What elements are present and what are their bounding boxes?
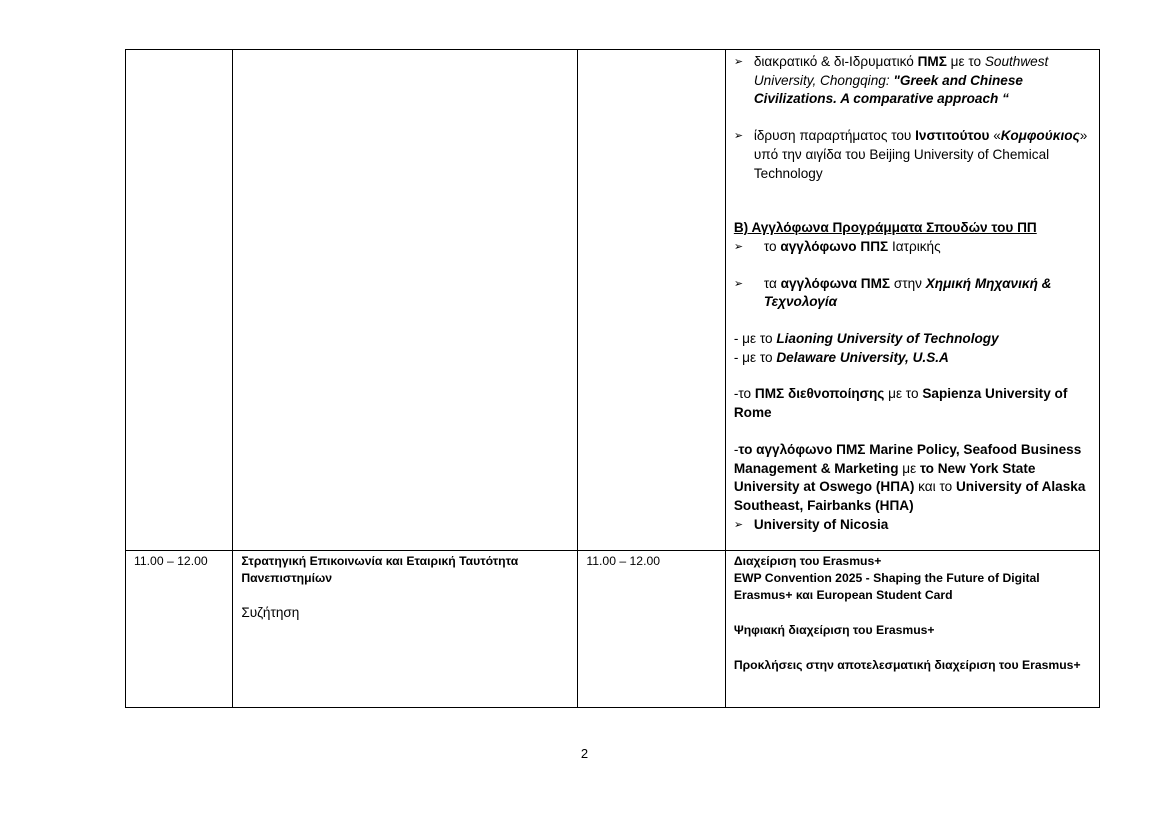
arrow-bullet-icon: ➢ bbox=[733, 518, 744, 531]
text: Ιατρικής bbox=[888, 238, 941, 254]
text: με το bbox=[946, 54, 985, 69]
cell-time-empty-right bbox=[578, 50, 725, 551]
partner-line bbox=[734, 441, 1091, 516]
text-bold: ΠΜΣ bbox=[917, 54, 947, 69]
cell-session bbox=[233, 551, 578, 708]
schedule-table bbox=[125, 49, 1100, 708]
list-item bbox=[734, 127, 1091, 183]
text-bold: αγγλόφωνο ΠΠΣ bbox=[780, 238, 889, 254]
time-slot: 11.00 – 12.00 bbox=[134, 554, 208, 568]
partner-line bbox=[734, 385, 1091, 422]
erasmus-challenges: Προκλήσεις στην αποτελεσματική διαχείριση του Erasmus+ bbox=[733, 658, 1081, 672]
text: - bbox=[733, 441, 739, 457]
cell-time-empty bbox=[126, 50, 233, 551]
text-bold: το New York State University at Oswego (ΗΠΑ) bbox=[733, 460, 1036, 495]
text: και το bbox=[914, 479, 956, 495]
text-bold-italic: "Greek and Chinese Civilizations. A comparative approach “ bbox=[753, 72, 1023, 107]
list-item bbox=[734, 238, 1091, 257]
cell-time bbox=[126, 551, 233, 708]
text: « bbox=[989, 128, 1001, 144]
page-number: 2 bbox=[580, 746, 589, 761]
cell-time-right bbox=[578, 551, 725, 708]
text: ίδρυση παραρτήματος του bbox=[753, 128, 916, 144]
arrow-bullet-icon: ➢ bbox=[733, 277, 744, 290]
text: διακρατικό & δι-Ιδρυματικό bbox=[753, 54, 918, 69]
text-bold-italic: Χημική Μηχανική & Τεχνολογία bbox=[763, 275, 1052, 310]
erasmus-digital: Ψηφιακή διαχείριση του Erasmus+ bbox=[733, 623, 935, 637]
text: τα bbox=[763, 275, 781, 291]
cell-session-empty bbox=[233, 50, 578, 551]
text-bold: Sapienza University of Rome bbox=[733, 386, 1068, 421]
arrow-bullet-icon: ➢ bbox=[733, 56, 744, 68]
list-item bbox=[734, 516, 1091, 535]
session-note: Συζήτηση bbox=[241, 605, 300, 620]
text-bold: University of Alaska Southeast, Fairbanks (ΗΠΑ) bbox=[733, 479, 1086, 513]
text-bold-italic: Liaoning University of Technology bbox=[776, 331, 999, 347]
cell-programs bbox=[725, 50, 1099, 551]
erasmus-title: Διαχείριση του Erasmus+ bbox=[733, 554, 882, 568]
table-row bbox=[126, 50, 1100, 551]
table-row bbox=[126, 551, 1100, 708]
list-item bbox=[734, 53, 1091, 109]
text: με το bbox=[884, 386, 923, 402]
text: με bbox=[898, 460, 920, 476]
arrow-bullet-icon: ➢ bbox=[733, 130, 744, 143]
text: στην bbox=[890, 275, 926, 291]
text: » υπό την αιγίδα του Beijing University of Chemical Technology bbox=[753, 128, 1088, 181]
text-bold: ΠΜΣ διεθνοποίησης bbox=[754, 386, 885, 402]
cell-erasmus bbox=[725, 551, 1099, 708]
text-bold: το αγγλόφωνο ΠΜΣ Marine Policy, Seafood Business Management & Marketing bbox=[733, 441, 1082, 476]
text: το bbox=[763, 238, 781, 254]
text-bold: Ινστιτούτου bbox=[915, 128, 990, 144]
text: -το bbox=[733, 386, 755, 402]
text: - με το bbox=[733, 349, 777, 365]
partner-line bbox=[734, 349, 1091, 368]
time-slot: 11.00 – 12.00 bbox=[586, 554, 661, 568]
list-item bbox=[734, 275, 1091, 312]
erasmus-subtitle: EWP Convention 2025 - Shaping the Future of Digital Erasmus+ και European Student Card bbox=[733, 571, 1040, 602]
text-bold-italic: Κομφούκιος bbox=[1000, 128, 1080, 144]
text-bold: αγγλόφωνα ΠΜΣ bbox=[780, 275, 891, 291]
partner-line bbox=[734, 330, 1091, 349]
text: - με το bbox=[733, 331, 777, 347]
text-bold: University of Nicosia bbox=[753, 516, 889, 532]
session-title: Στρατηγική Επικοινωνία και Εταιρική Ταυτότητα Πανεπιστημίων bbox=[241, 554, 519, 585]
text-italic: Southwest University, Chongqing: bbox=[753, 54, 1049, 88]
arrow-bullet-icon: ➢ bbox=[733, 240, 744, 253]
text-bold-italic: Delaware University, U.S.A bbox=[776, 349, 949, 365]
section-heading: Β) Αγγλόφωνα Προγράμματα Σπουδών του ΠΠ bbox=[733, 220, 1037, 236]
